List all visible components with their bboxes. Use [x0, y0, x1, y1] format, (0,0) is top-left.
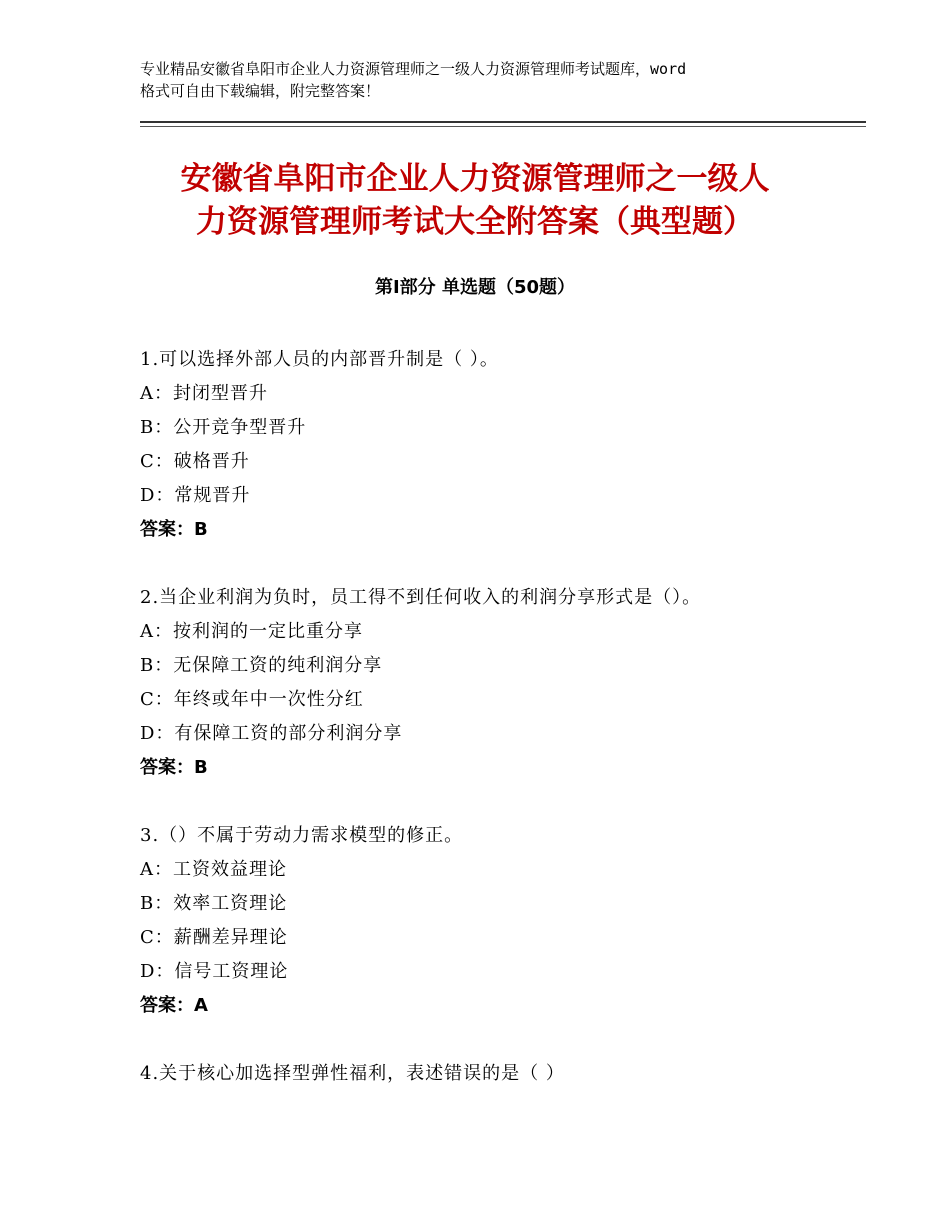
option-c: C：年终或年中一次性分红	[140, 689, 364, 710]
document-title-line-1: 安徽省阜阳市企业人力资源管理师之一级人	[180, 161, 770, 197]
question-3	[140, 819, 840, 1023]
question-list	[140, 343, 840, 1125]
option-a: A：工资效益理论	[140, 859, 287, 880]
header-note-line-2: 格式可自由下载编辑，附完整答案！	[140, 82, 381, 100]
question-stem: 4.关于核心加选择型弹性福利，表述错误的是（ ）	[140, 1063, 565, 1084]
header-note	[140, 58, 830, 102]
answer-label: 答案：A	[140, 995, 208, 1016]
option-d: D：有保障工资的部分利润分享	[140, 723, 403, 744]
question-stem: 1.可以选择外部人员的内部晋升制是（ ）。	[140, 349, 499, 370]
question-stem: 2.当企业利润为负时，员工得不到任何收入的利润分享形式是（）。	[140, 587, 702, 608]
document-title	[140, 158, 810, 244]
option-c: C：薪酬差异理论	[140, 927, 288, 948]
section-title: 第Ⅰ部分 单选题（50题）	[374, 277, 575, 298]
option-a: A：按利润的一定比重分享	[140, 621, 363, 642]
question-2	[140, 581, 840, 785]
question-1	[140, 343, 840, 547]
option-d: D：信号工资理论	[140, 961, 289, 982]
option-a: A：封闭型晋升	[140, 383, 268, 404]
question-4	[140, 1057, 840, 1091]
option-b: B：公开竞争型晋升	[140, 417, 307, 438]
document-title-line-2: 力资源管理师考试大全附答案（典型题）	[196, 204, 754, 240]
header-divider-thick	[140, 121, 866, 123]
option-d: D：常规晋升	[140, 485, 251, 506]
option-b: B：效率工资理论	[140, 893, 288, 914]
option-b: B：无保障工资的纯利润分享	[140, 655, 383, 676]
header-note-line-1: 专业精品安徽省阜阳市企业人力资源管理师之一级人力资源管理师考试题库，word	[140, 60, 687, 78]
answer-label: 答案：B	[140, 519, 208, 540]
question-stem: 3.（）不属于劳动力需求模型的修正。	[140, 825, 464, 846]
option-c: C：破格晋升	[140, 451, 250, 472]
answer-label: 答案：B	[140, 757, 208, 778]
header-divider-thin	[140, 126, 866, 127]
